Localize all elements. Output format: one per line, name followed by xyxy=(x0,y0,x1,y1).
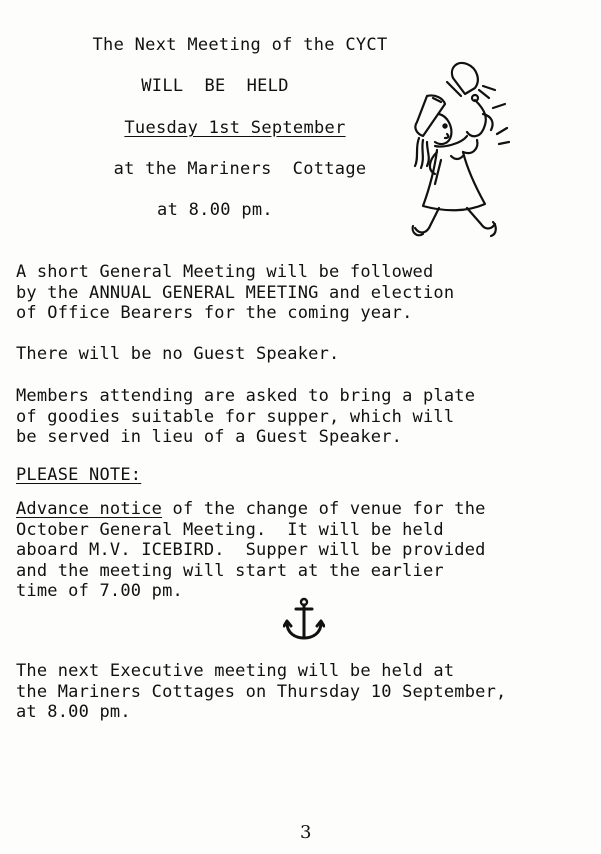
venue-change-text: of the change of venue for the October General Meeting. It will be held aboard M.V. ICEBIRD. Supper will be provided and the meeting will start at the earlier time of 7.00 pm. xyxy=(16,499,486,602)
venue-change-paragraph xyxy=(16,499,591,602)
meeting-venue: at the Mariners Cottage xyxy=(113,159,367,179)
supper-paragraph: Members attending are asked to bring a plate of goodies suitable for supper, which will be served in lieu of a Guest Speaker. xyxy=(16,386,476,448)
executive-meeting-paragraph: The next Executive meeting will be held at the Mariners Cottages on Thursday 10 September, at 8.00 pm. xyxy=(16,661,507,723)
meeting-heading: The Next Meeting of the CYCT xyxy=(92,35,388,55)
anchor-icon xyxy=(283,597,325,643)
please-note-heading: PLEASE NOTE: xyxy=(16,465,142,485)
page-number: 3 xyxy=(300,822,312,843)
meeting-date: Tuesday 1st September xyxy=(124,118,346,138)
sailor-with-bell-drawing-icon xyxy=(405,56,510,246)
meeting-time: at 8.00 pm. xyxy=(157,200,273,220)
will-be-held-line: WILL BE HELD xyxy=(141,76,289,96)
agm-paragraph: A short General Meeting will be followed by the ANNUAL GENERAL MEETING and election of Office Bearers for the coming year. xyxy=(16,262,455,324)
advance-notice-label: Advance notice xyxy=(16,499,163,519)
guest-speaker-paragraph: There will be no Guest Speaker. xyxy=(16,344,340,364)
